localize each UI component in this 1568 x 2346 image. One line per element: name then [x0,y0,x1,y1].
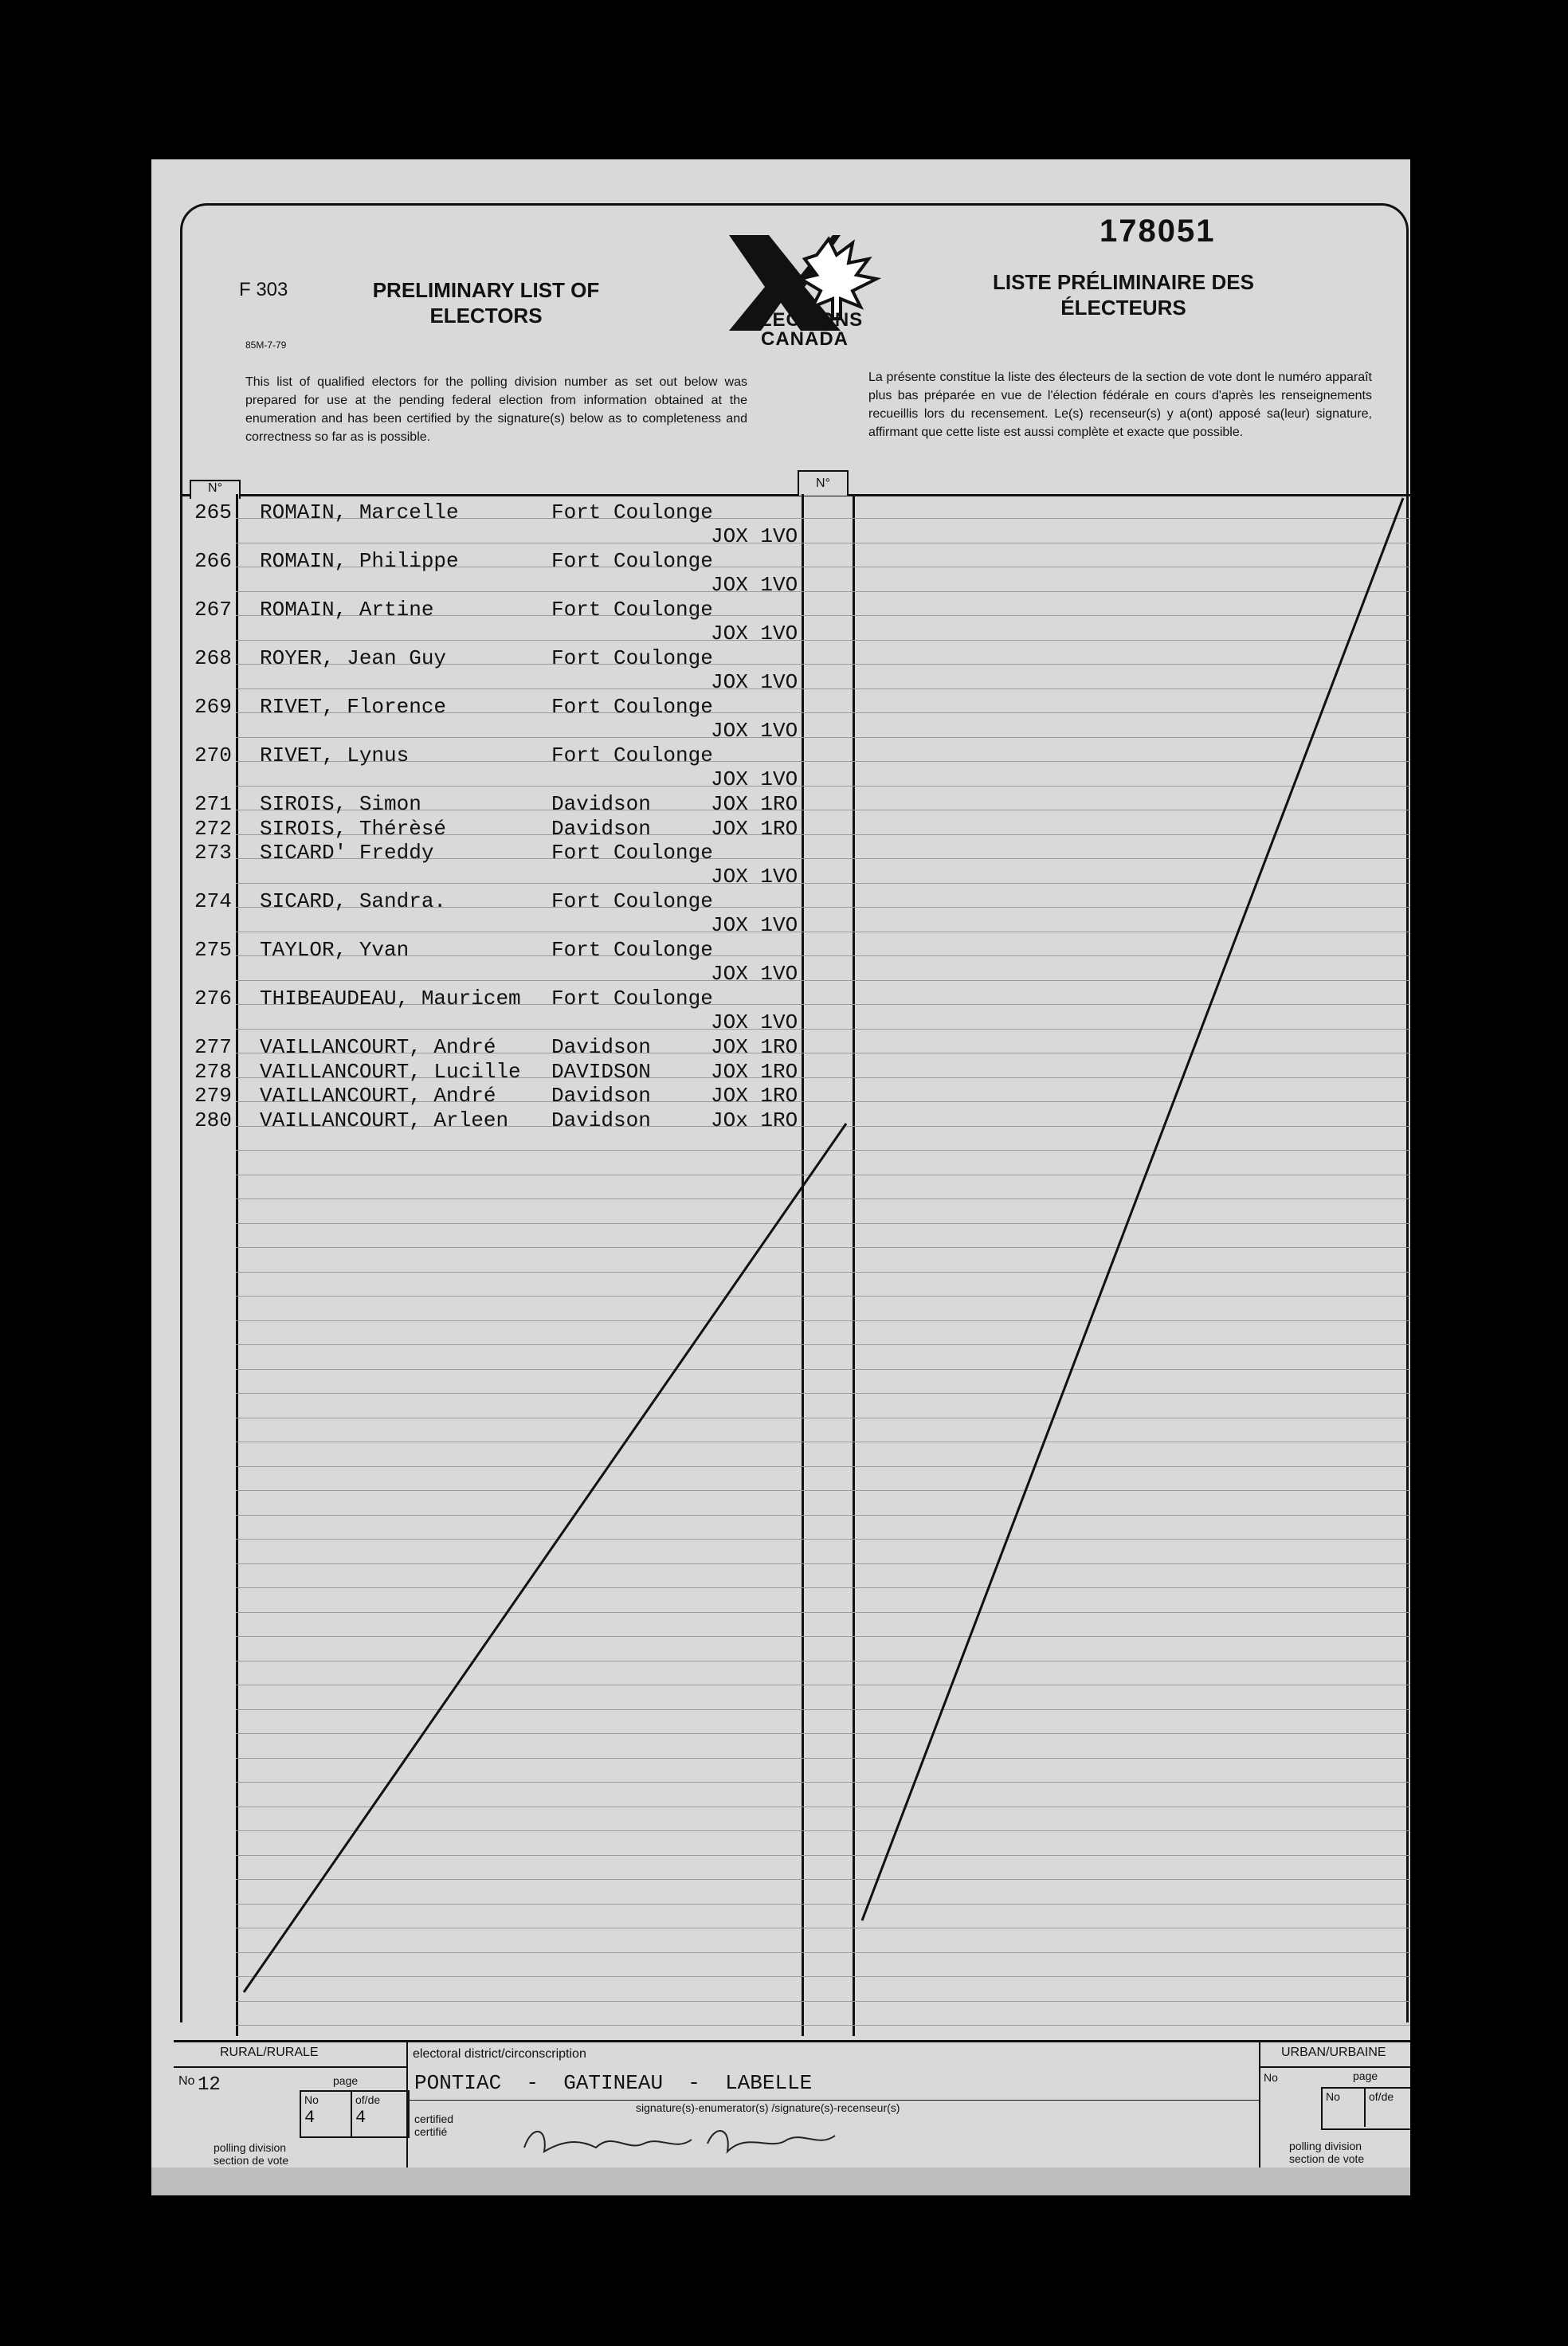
elector-postal-code: JOX 1VO [711,1010,798,1034]
urban-page-no-label: No [1326,2090,1340,2103]
elector-name: ROMAIN, Philippe [260,549,459,573]
title-french-line1: LISTE PRÉLIMINAIRE DES [993,270,1254,294]
title-english-line1: PRELIMINARY LIST OF [372,278,600,302]
elector-place: Fort Coulonge [551,938,713,962]
elector-place: Davidson [551,1084,651,1108]
column-number-label: N° [190,480,241,499]
urban-no-prefix: No [1264,2071,1278,2084]
elector-name: THIBEAUDEAU, Mauricem [260,987,521,1010]
elector-name: ROMAIN, Marcelle [260,500,459,524]
page-divider [351,2090,352,2136]
elector-place: Fort Coulonge [551,549,713,573]
page-number: 4 [304,2108,316,2128]
intro-text-french: La présente constitue la liste des électeurs de la section de vote dont le numéro apparaît plus bas préparée en vue de l'élection fédérale en cours d'après les renseignements recueillis lors du recensement. Le(s) recenseur(s) y a(ont) apposé sa(leur) signature, affirmant que cette liste est aussi complète et exacte que possible. [868,371,1372,439]
elector-number: 278 [194,1059,232,1084]
elector-number: 275 [194,938,232,962]
elector-number: 269 [194,695,232,719]
elector-postal-code: JOX 1RO [711,792,798,816]
elector-number: 267 [194,598,232,622]
elector-place: Fort Coulonge [551,646,713,670]
elector-name: ROYER, Jean Guy [260,646,447,670]
urban-polling-label-fr: section de vote [1289,2152,1365,2165]
polling-division-label-fr: section de vote [214,2154,289,2167]
elector-place: DAVIDSON [551,1059,651,1084]
form-number: F 303 [239,279,288,300]
print-code: 85M-7-79 [245,339,287,351]
elector-place: Fort Coulonge [551,500,713,524]
district-rule [406,2100,1259,2101]
enumerator-signature-icon [516,2116,851,2164]
signature-label: signature(s)-enumerator(s) /signature(s)-recenseur(s) [636,2101,900,2114]
elector-name: TAYLOR, Yvan [260,938,410,962]
urban-label: URBAN/URBAINE [1281,2046,1386,2059]
elector-postal-code: JOX 1VO [711,670,798,694]
elector-place: Davidson [551,792,651,816]
page-of-label: of/de [355,2093,381,2106]
urban-page-label: page [1353,2069,1378,2082]
elector-number: 276 [194,987,232,1010]
urban-divider [1259,2066,1410,2068]
elector-name: RIVET, Florence [260,695,447,719]
elector-name: SICARD' Freddy [260,841,434,865]
elector-number: 265 [194,500,232,524]
elector-place: Fort Coulonge [551,598,713,622]
document-sheet [151,159,1410,2195]
title-french-line2: ÉLECTEURS [1060,296,1186,320]
elector-postal-code: JOX 1RO [711,816,798,841]
elector-name: VAILLANCOURT, André [260,1084,496,1108]
form-footer [174,2040,1410,2178]
elector-place: Fort Coulonge [551,987,713,1010]
rural-polling-number: 12 [198,2074,221,2096]
page-of-number: 4 [355,2108,367,2128]
polling-division-label-en: polling division [214,2141,287,2154]
elector-place: Fort Coulonge [551,889,713,913]
elector-postal-code: JOX 1VO [711,719,798,743]
logo-wordmark [709,311,900,349]
elector-number: 279 [194,1084,232,1108]
elector-postal-code: JOX 1RO [711,1059,798,1084]
urban-page-divider [1364,2087,1366,2127]
district-value: PONTIAC - GATINEAU - LABELLE [414,2071,813,2095]
elector-name: ROMAIN, Artine [260,598,434,622]
elector-place: Davidson [551,1108,651,1132]
title-english-line2: ELECTORS [429,304,543,328]
title-english [351,277,621,328]
elector-number: 268 [194,646,232,670]
elector-postal-code: JOX 1VO [711,573,798,597]
rural-divider [174,2066,406,2068]
certified-label-fr: certifié [414,2125,448,2138]
elector-name: RIVET, Lynus [260,743,410,767]
elector-postal-code: JOX 1VO [711,962,798,986]
elector-postal-code: JOX 1VO [711,865,798,889]
page-no-label: No [304,2093,319,2106]
elector-name: VAILLANCOURT, André [260,1035,496,1059]
elector-number: 270 [194,743,232,767]
logo-line1: ELECTIONS [746,309,864,331]
serial-number: 178051 [1100,214,1216,249]
rural-label: RURAL/RURALE [220,2046,319,2059]
urban-polling-label-en: polling division [1289,2140,1362,2152]
elector-place: Davidson [551,816,651,841]
column-number2-label: N° [798,470,849,496]
elector-postal-code: JOX 1VO [711,622,798,645]
page-label: page [333,2074,359,2087]
strike-line-right [862,498,1403,1920]
strike-line-left [244,1124,846,1992]
elector-postal-code: JOx 1RO [711,1108,798,1132]
elector-number: 271 [194,792,232,816]
elector-number: 280 [194,1108,232,1132]
elector-place: Fort Coulonge [551,743,713,767]
rural-no-prefix: No [178,2074,195,2088]
elector-postal-code: JOX 1VO [711,524,798,548]
electors-list [180,477,1410,2036]
intro-text-english: This list of qualified electors for the polling division number as set out below was prepared for use at the pending federal election from information obtained at the enumeration and has been certified by the signature(s) below as to completeness and correctness so far as is possible. [245,375,747,444]
elector-number: 272 [194,816,232,841]
cancel-strike-lines [180,494,1410,2036]
title-french [956,269,1291,320]
certified-label-en: certified [414,2113,454,2125]
elector-name: SIROIS, Simon [260,792,421,816]
elector-postal-code: JOX 1RO [711,1035,798,1059]
elector-name: SIROIS, Thérèsé [260,816,447,841]
elector-number: 277 [194,1035,232,1059]
sheet-bottom-edge [151,2168,1410,2195]
district-label: electoral district/circonscription [413,2047,586,2061]
elector-postal-code: JOX 1RO [711,1084,798,1108]
elector-postal-code: JOX 1VO [711,913,798,937]
elector-place: Fort Coulonge [551,841,713,865]
elector-place: Davidson [551,1035,651,1059]
elector-number: 266 [194,549,232,573]
logo-line2: CANADA [761,328,849,350]
elector-place: Fort Coulonge [551,695,713,719]
elector-name: VAILLANCOURT, Lucille [260,1059,521,1084]
urban-of-label: of/de [1369,2090,1394,2103]
elector-number: 274 [194,889,232,913]
elector-number: 273 [194,841,232,865]
elector-name: SICARD, Sandra. [260,889,447,913]
elector-name: VAILLANCOURT, Arleen [260,1108,509,1132]
elector-postal-code: JOX 1VO [711,767,798,791]
